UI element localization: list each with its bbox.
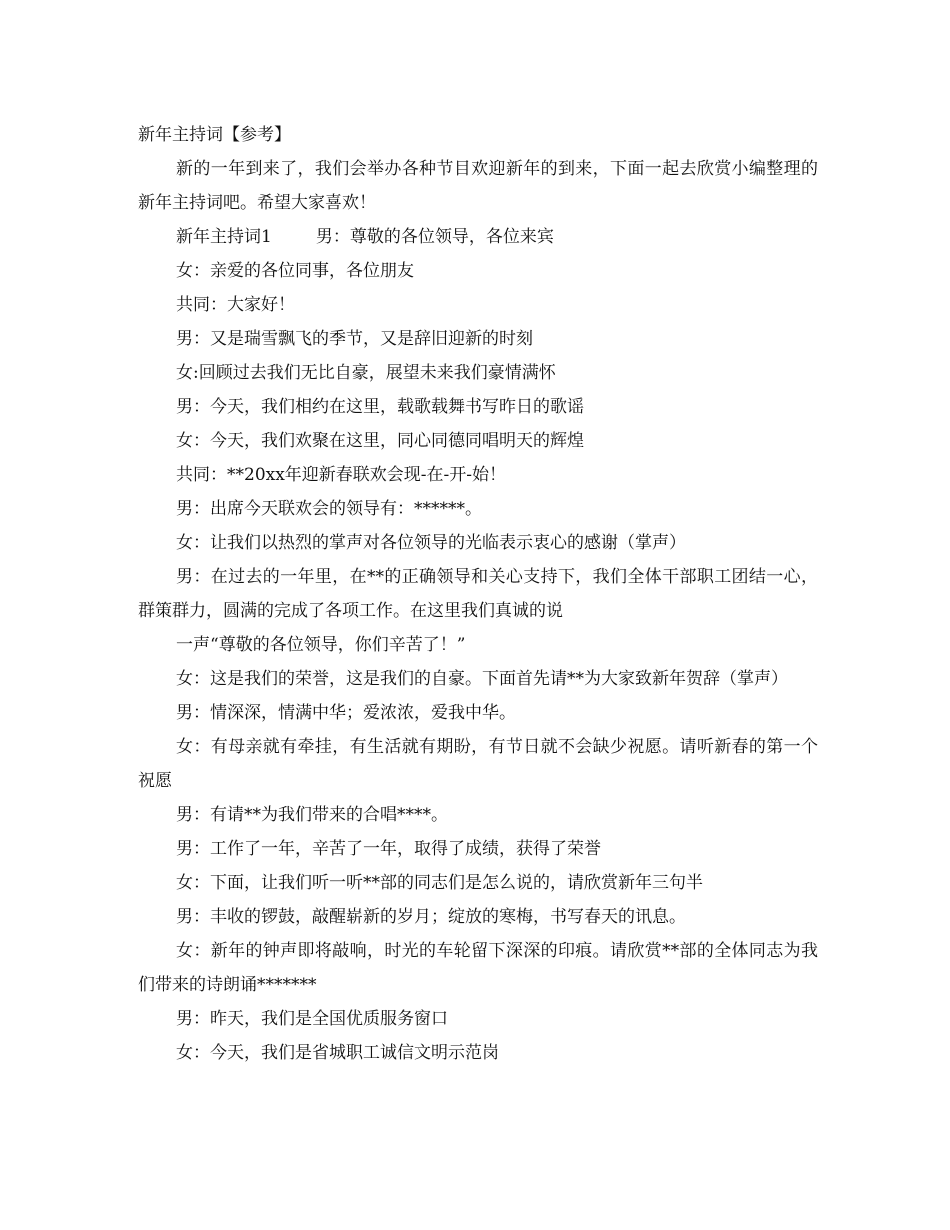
dialogue-line: 男：今天，我们相约在这里，载歌载舞书写昨日的歌谣 <box>176 397 584 417</box>
dialogue-line: 共同：大家好！ <box>176 295 295 315</box>
dialogue-line: 男：昨天，我们是全国优质服务窗口 <box>176 1009 448 1029</box>
dialogue-line: 女：亲爱的各位同事，各位朋友 <box>176 261 414 281</box>
dialogue-line: 女：这是我们的荣誉，这是我们的自豪。下面首先请**为大家致新年贺辞（掌声） <box>176 669 788 689</box>
dialogue-line: 男：情深深，情满中华；爱浓浓，爱我中华。 <box>176 703 516 723</box>
dialogue-line: 男：在过去的一年里，在**的正确领导和关心支持下，我们全体干部职工团结一心，群策群力，圆满的完成了各项工作。在这里我们真诚的说 <box>138 567 818 621</box>
dialogue-line: 一声“尊敬的各位领导，你们辛苦了！” <box>176 635 466 655</box>
section-label: 新年主持词1 <box>176 227 272 247</box>
dialogue-line: 男：出席今天联欢会的领导有：******。 <box>176 499 482 519</box>
intro-paragraph: 新的一年到来了，我们会举办各种节目欢迎新年的到来，下面一起去欣赏小编整理的新年主持词吧。希望大家喜欢！ <box>138 159 818 213</box>
dialogue-line: 男：丰收的锣鼓，敲醒崭新的岁月；绽放的寒梅，书写春天的讯息。 <box>176 907 686 927</box>
dialogue-line: 男：又是瑞雪飘飞的季节，又是辞旧迎新的时刻 <box>176 329 533 349</box>
dialogue-line: 女：有母亲就有牵挂，有生活就有期盼，有节日就不会缺少祝愿。请听新春的第一个祝愿 <box>138 737 818 791</box>
dialogue-lines <box>138 254 818 1070</box>
dialogue-line: 男：有请**为我们带来的合唱****。 <box>176 805 448 825</box>
dialogue-line: 共同：**20xx年迎新春联欢会现-在-开-始！ <box>176 465 507 485</box>
dialogue-line: 女：今天，我们欢聚在这里，同心同德同唱明天的辉煌 <box>176 431 584 451</box>
document-title: 新年主持词【参考】 <box>138 125 291 145</box>
dialogue-line: 女：新年的钟声即将敲响，时光的车轮留下深深的印痕。请欣赏**部的全体同志为我们带来的诗朗诵******* <box>138 941 818 995</box>
section-first-line: 男：尊敬的各位领导，各位来宾 <box>315 227 554 247</box>
document-body <box>138 118 818 1070</box>
dialogue-line: 女：今天，我们是省城职工诚信文明示范岗 <box>176 1043 499 1063</box>
dialogue-line: 男：工作了一年，辛苦了一年，取得了成绩，获得了荣誉 <box>176 839 601 859</box>
dialogue-line: 女：让我们以热烈的掌声对各位领导的光临表示衷心的感谢（掌声） <box>176 533 686 553</box>
dialogue-line: 女:回顾过去我们无比自豪，展望未来我们豪情满怀 <box>176 363 556 383</box>
dialogue-line: 女：下面，让我们听一听**部的同志们是怎么说的，请欣赏新年三句半 <box>176 873 703 893</box>
section-heading-line <box>138 220 818 254</box>
